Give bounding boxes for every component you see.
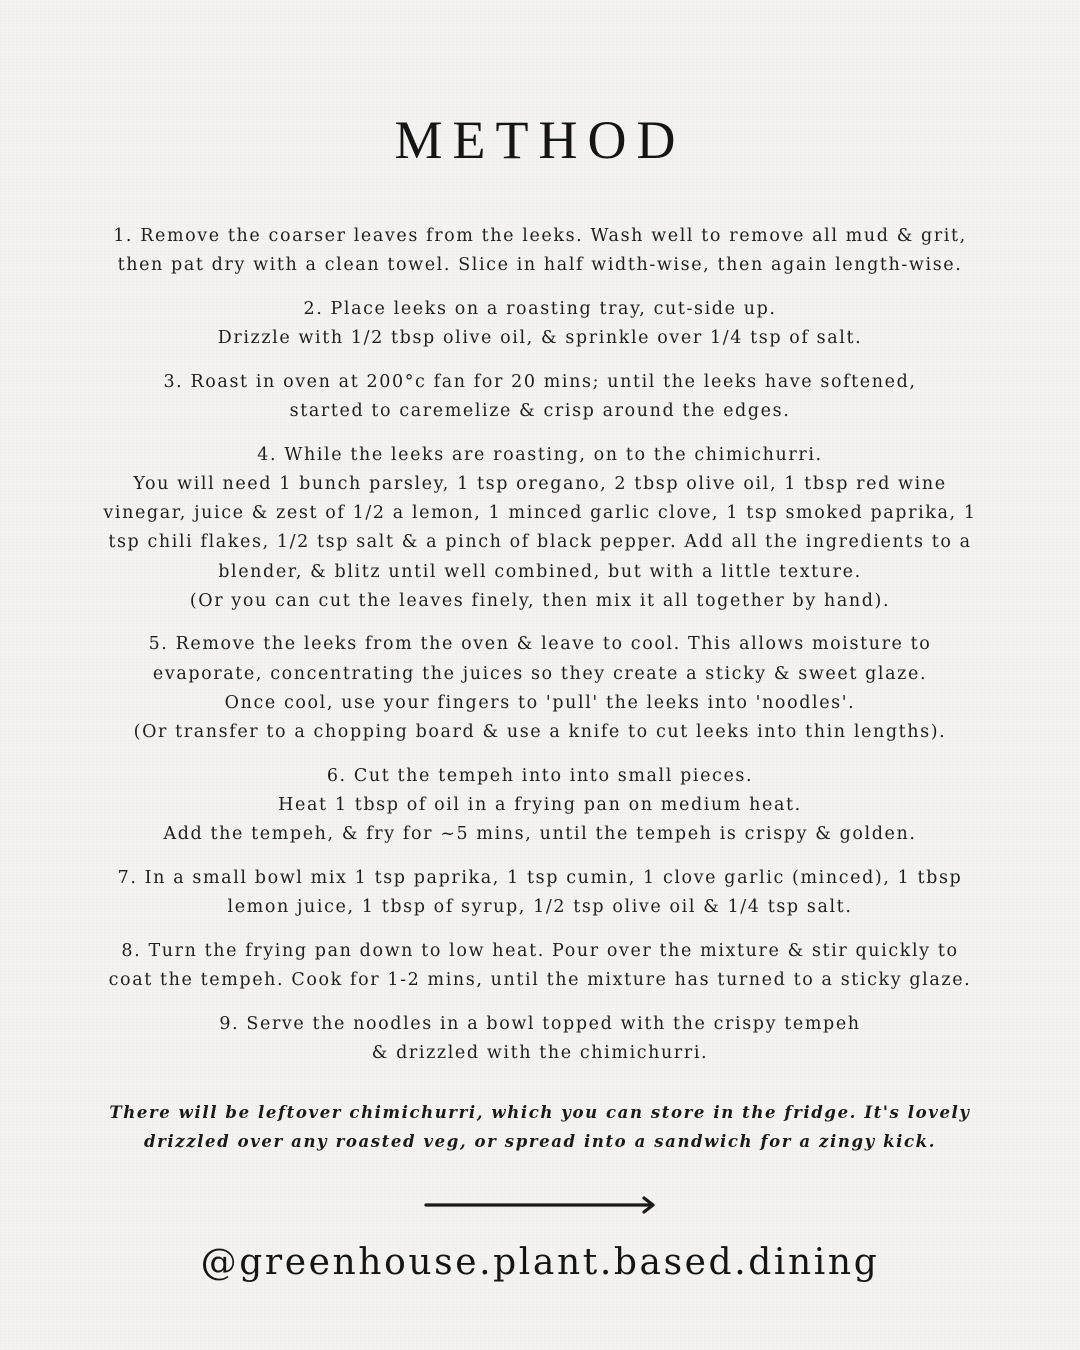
method-step: [95, 295, 985, 353]
method-step: [95, 1010, 985, 1068]
step-line: (Or you can cut the leaves finely, then mix it all together by hand).: [189, 590, 891, 611]
method-step: [95, 630, 985, 747]
step-line: 2. Place leeks on a roasting tray, cut-side up.: [303, 298, 777, 319]
step-line: blender, & blitz until well combined, but with a little texture.: [218, 561, 862, 582]
step-line: then pat dry with a clean towel. Slice in half width-wise, then again length-wise.: [117, 255, 963, 276]
step-line: 6. Cut the tempeh into into small pieces.: [326, 765, 754, 786]
step-line: 3. Roast in oven at 200°c fan for 20 mins; until the leeks have softened,: [163, 371, 917, 392]
step-line: (Or transfer to a chopping board & use a knife to cut leeks into thin lengths).: [133, 722, 947, 743]
method-step: [95, 762, 985, 850]
leftover-note: [70, 1098, 1010, 1156]
step-line: Heat 1 tbsp of oil in a frying pan on medium heat.: [278, 794, 802, 815]
step-line: 4. While the leeks are roasting, on to the chimichurri.: [257, 444, 823, 465]
step-line: Add the tempeh, & fry for ~5 mins, until the tempeh is crispy & golden.: [163, 824, 917, 845]
step-line: 1. Remove the coarser leaves from the leeks. Wash well to remove all mud & grit,: [113, 226, 967, 246]
social-handle: @greenhouse.plant.based.dining: [200, 1242, 880, 1283]
method-steps: [95, 222, 985, 1083]
step-line: 9. Serve the noodles in a bowl topped with the crispy tempeh: [219, 1013, 861, 1034]
step-line: Drizzle with 1/2 tbsp olive oil, & sprinkle over 1/4 tsp of salt.: [217, 328, 863, 349]
step-line: & drizzled with the chimichurri.: [371, 1042, 709, 1063]
method-step: [95, 222, 985, 280]
note-line: drizzled over any roasted veg, or spread into a sandwich for a zingy kick.: [143, 1132, 937, 1151]
step-line: Once cool, use your fingers to 'pull' the leeks into 'noodles'.: [224, 692, 856, 713]
note-line: There will be leftover chimichurri, which you can store in the fridge. It's lovely: [109, 1103, 971, 1122]
step-line: started to caremelize & crisp around the edges.: [289, 401, 791, 422]
step-line: coat the tempeh. Cook for 1-2 mins, until the mixture has turned to a sticky glaze.: [108, 969, 972, 990]
step-line: evaporate, concentrating the juices so they create a sticky & sweet glaze.: [152, 663, 928, 684]
step-line: 8. Turn the frying pan down to low heat. Pour over the mixture & stir quickly to: [121, 940, 959, 961]
page-title: METHOD: [394, 110, 686, 170]
step-line: 7. In a small bowl mix 1 tsp paprika, 1 tsp cumin, 1 clove garlic (minced), 1 tbsp: [117, 867, 963, 888]
method-step: [95, 937, 985, 995]
step-line: You will need 1 bunch parsley, 1 tsp oregano, 2 tbsp olive oil, 1 tbsp red wine: [133, 473, 947, 494]
step-line: lemon juice, 1 tbsp of syrup, 1/2 tsp olive oil & 1/4 tsp salt.: [227, 897, 853, 918]
arrow-right-icon: [424, 1193, 660, 1217]
method-step: [95, 368, 985, 426]
step-line: vinegar, juice & zest of 1/2 a lemon, 1 minced garlic clove, 1 tsp smoked paprika, 1: [103, 503, 977, 524]
method-step: [95, 441, 985, 616]
method-step: [95, 864, 985, 922]
step-line: 5. Remove the leeks from the oven & leave to cool. This allows moisture to: [148, 634, 932, 655]
step-line: tsp chili flakes, 1/2 tsp salt & a pinch of black pepper. Add all the ingredients to a: [108, 532, 972, 553]
